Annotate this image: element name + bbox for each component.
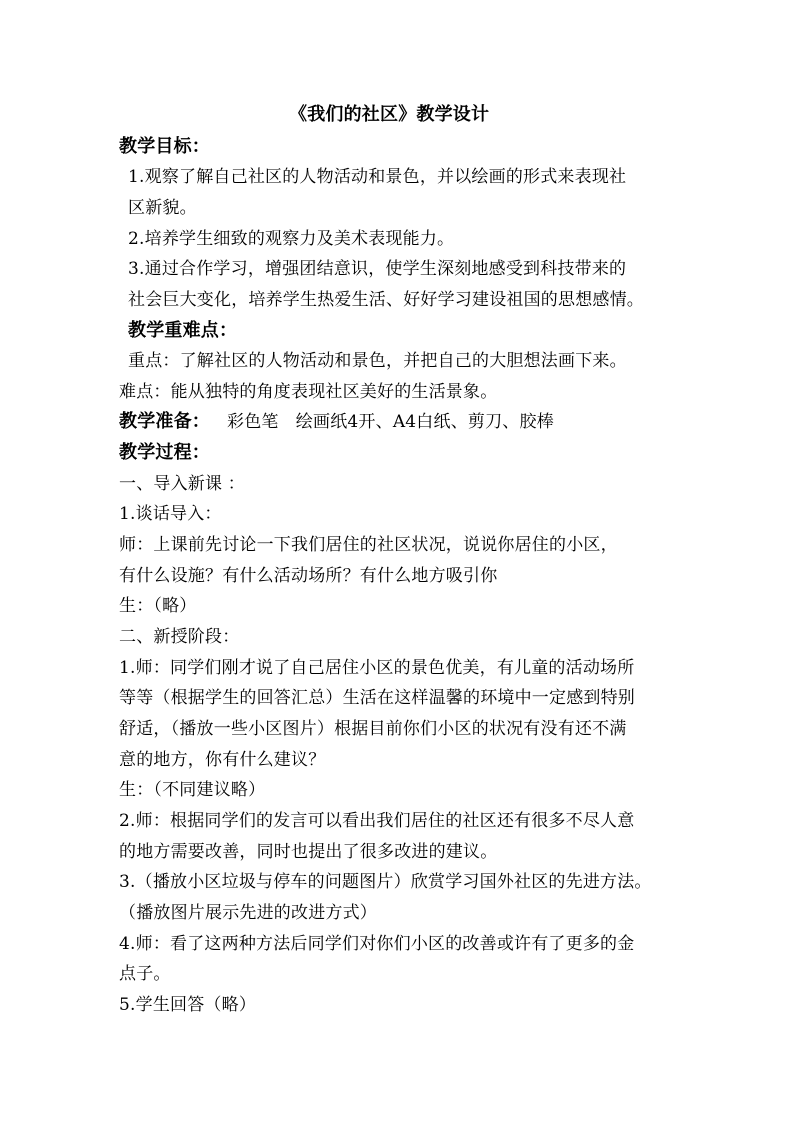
- preparation-items: 彩色笔 绘画纸4开、A4白纸、剪刀、胶棒: [227, 412, 554, 432]
- objectives-heading: 教学目标：: [119, 136, 210, 157]
- objective-line: 社会巨大变化，培养学生热爱生活、好好学习建设祖国的思想感情。: [128, 290, 644, 310]
- process-line: 有什么设施？有什么活动场所？有什么地方吸引你: [119, 566, 498, 586]
- process-line: 3.（播放小区垃圾与停车的问题图片）欣赏学习国外社区的先进方法。: [119, 872, 652, 892]
- process-line: 5.学生回答（略）: [119, 995, 257, 1015]
- process-line: 等等（根据学生的回答汇总）生活在这样温馨的环境中一定感到特别: [119, 688, 635, 708]
- process-line: 的地方需要改善，同时也提出了很多改进的建议。: [119, 842, 498, 862]
- difficult-point-line: 难点：能从独特的角度表现社区美好的生活景象。: [119, 382, 498, 402]
- process-line: 意的地方，你有什么建议？: [119, 750, 326, 770]
- process-heading: 教学过程：: [119, 442, 210, 463]
- objective-line: 1.观察了解自己社区的人物活动和景色，并以绘画的形式来表现社: [128, 167, 627, 187]
- document-title: 《我们的社区》教学设计: [289, 104, 490, 125]
- process-line: 生：（不同建议略）: [119, 780, 266, 800]
- process-line: 4.师：看了这两种方法后同学们对你们小区的改善或许有了更多的金: [119, 934, 635, 954]
- objective-line: 3.通过合作学习，增强团结意识，使学生深刻地感受到科技带来的: [128, 259, 627, 279]
- objective-line: 2.培养学生细致的观察力及美术表现能力。: [128, 229, 455, 249]
- preparation-heading: 教学准备：: [119, 411, 210, 432]
- process-line: 师：上课前先讨论一下我们居住的社区状况，说说你居住的小区，: [119, 535, 618, 555]
- objective-line: 区新貌。: [128, 198, 197, 218]
- process-line: 1.谈话导入：: [119, 504, 222, 524]
- key-points-heading: 教学重难点：: [128, 320, 238, 341]
- process-line: 一、导入新课 ：: [119, 474, 246, 494]
- key-point-line: 重点：了解社区的人物活动和景色，并把自己的大胆想法画下来。: [128, 351, 627, 371]
- process-line: 点子。: [119, 964, 171, 984]
- process-line: 二、新授阶段：: [119, 627, 240, 647]
- process-line: 生：（略）: [119, 596, 197, 616]
- process-line: （播放图片展示先进的改进方式）: [119, 903, 377, 923]
- process-line: 1.师：同学们刚才说了自己居住小区的景色优美，有儿童的活动场所: [119, 658, 635, 678]
- process-line: 2.师：根据同学们的发言可以看出我们居住的社区还有很多不尽人意: [119, 811, 635, 831]
- process-line: 舒适，（播放一些小区图片）根据目前你们小区的状况有没有还不满: [119, 719, 627, 739]
